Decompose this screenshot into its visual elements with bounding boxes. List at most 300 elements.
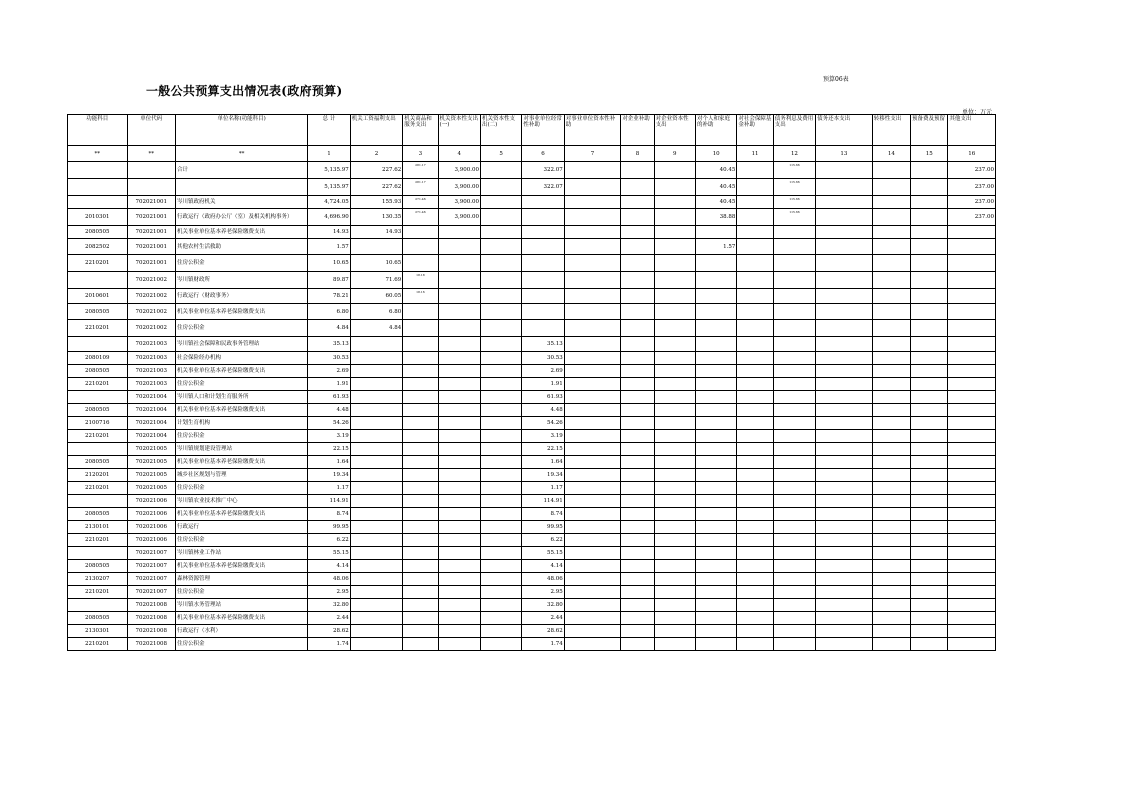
table-cell [816,573,873,586]
table-cell [696,320,737,337]
table-cell [403,469,438,482]
table-cell: 1.91 [522,378,564,391]
table-cell: 2210201 [68,586,128,599]
table-row [68,456,996,469]
table-cell: 271.46 [403,209,438,226]
table-cell [564,226,621,239]
table-cell [564,625,621,638]
table-cell [911,430,948,443]
table-cell [564,255,621,272]
table-cell: 2130101 [68,521,128,534]
table-cell [696,378,737,391]
table-cell [654,239,695,255]
table-cell [773,320,815,337]
table-cell [621,573,654,586]
table-cell [403,482,438,495]
table-row [68,430,996,443]
table-cell [872,209,910,226]
index-cell: 6 [522,146,564,162]
column-header: 转移性支出 [872,115,910,146]
table-cell: 住房公积金 [176,430,308,443]
table-cell [403,534,438,547]
table-cell [816,495,873,508]
table-cell [403,625,438,638]
table-cell: 2080505 [68,612,128,625]
table-cell [816,443,873,456]
table-cell [438,508,480,521]
table-cell [654,162,695,179]
table-cell [480,469,521,482]
table-cell: 2010601 [68,289,128,304]
table-cell [480,586,521,599]
table-cell [480,209,521,226]
table-row [68,304,996,320]
table-cell [480,239,521,255]
table-cell [773,495,815,508]
table-cell [654,443,695,456]
table-cell [438,430,480,443]
table-row [68,352,996,365]
table-cell: 702021003 [127,378,175,391]
table-cell [564,573,621,586]
table-cell [564,547,621,560]
table-row [68,378,996,391]
table-cell [872,469,910,482]
table-cell: 38.88 [696,209,737,226]
table-cell [621,495,654,508]
table-cell [438,482,480,495]
table-cell [621,560,654,573]
table-cell: 住房公积金 [176,378,308,391]
table-cell [816,404,873,417]
table-cell [773,573,815,586]
table-row [68,209,996,226]
table-cell [948,289,996,304]
table-cell [872,443,910,456]
table-cell: 54.26 [308,417,350,430]
table-cell [773,638,815,651]
table-cell [68,599,128,612]
column-header: 对事业单位资本性补助 [564,115,621,146]
table-cell [654,586,695,599]
table-cell [621,430,654,443]
table-cell [737,255,773,272]
table-cell [737,469,773,482]
table-cell [480,378,521,391]
table-cell: 2080505 [68,508,128,521]
table-cell [872,612,910,625]
table-cell [438,255,480,272]
column-header: 功能科目 [68,115,128,146]
table-cell [68,495,128,508]
table-cell [737,430,773,443]
table-cell [696,534,737,547]
table-cell [872,352,910,365]
table-cell [654,560,695,573]
column-header: 对社会保障基金补助 [737,115,773,146]
table-cell [948,417,996,430]
table-cell [948,599,996,612]
table-cell [872,320,910,337]
table-cell [773,586,815,599]
table-cell [438,337,480,352]
table-cell: 4,724.05 [308,196,350,209]
table-cell: 3,900.00 [438,162,480,179]
table-cell [621,391,654,404]
index-cell: 13 [816,146,873,162]
table-cell: 森林资源管理 [176,573,308,586]
table-cell: 702021001 [127,226,175,239]
table-cell [654,289,695,304]
table-cell [948,456,996,469]
table-cell: 32.80 [522,599,564,612]
table-cell [350,560,403,573]
index-cell: ** [176,146,308,162]
table-cell [403,495,438,508]
table-cell [816,521,873,534]
table-cell [696,638,737,651]
table-cell: 6.80 [308,304,350,320]
table-cell [872,162,910,179]
table-cell [403,560,438,573]
table-cell [737,638,773,651]
table-cell [480,573,521,586]
table-cell [522,304,564,320]
table-cell [872,482,910,495]
table-cell: 702021001 [127,196,175,209]
table-cell: 其他农村生活救助 [176,239,308,255]
table-cell [564,179,621,196]
table-cell [911,612,948,625]
table-cell [737,196,773,209]
table-cell [522,209,564,226]
table-cell [480,320,521,337]
table-cell: 702021005 [127,469,175,482]
table-cell: 281.17 [403,179,438,196]
table-cell [872,391,910,404]
table-row [68,599,996,612]
table-row [68,508,996,521]
table-cell [911,352,948,365]
table-cell [872,573,910,586]
table-cell: 1.17 [308,482,350,495]
table-cell [737,337,773,352]
table-cell [737,560,773,573]
table-cell [911,226,948,239]
table-cell [480,625,521,638]
table-cell: 8.74 [308,508,350,521]
table-cell [737,352,773,365]
table-cell [816,534,873,547]
table-cell [911,209,948,226]
column-header: 对企业资本性支出 [654,115,695,146]
table-row [68,495,996,508]
table-cell: 2010301 [68,209,128,226]
table-cell [773,521,815,534]
table-cell [438,521,480,534]
table-cell [564,365,621,378]
table-cell: 18.16 [403,289,438,304]
table-cell: 住房公积金 [176,320,308,337]
table-cell: 40.45 [696,179,737,196]
table-cell [911,534,948,547]
table-cell [480,482,521,495]
table-cell [654,638,695,651]
table-cell: 702021004 [127,417,175,430]
table-cell [480,337,521,352]
table-cell [872,638,910,651]
table-cell: 行政运行（政府办公厅（室）及相关机构事务） [176,209,308,226]
table-cell: 2210201 [68,320,128,337]
index-cell: 14 [872,146,910,162]
table-cell [350,430,403,443]
table-cell: 702021002 [127,304,175,320]
table-cell: 2080505 [68,404,128,417]
table-cell [480,365,521,378]
table-cell: 702021004 [127,430,175,443]
table-cell [816,337,873,352]
table-cell [654,612,695,625]
table-cell [654,352,695,365]
table-cell: 1.74 [308,638,350,651]
table-cell [816,456,873,469]
table-cell [654,209,695,226]
table-cell: 155.93 [350,196,403,209]
table-cell [621,365,654,378]
table-row [68,179,996,196]
table-cell [872,179,910,196]
table-cell [654,196,695,209]
table-cell: 702021006 [127,521,175,534]
table-cell [621,547,654,560]
table-cell [911,521,948,534]
table-cell [564,482,621,495]
table-cell: 5,135.97 [308,162,350,179]
table-cell [737,599,773,612]
table-row [68,391,996,404]
table-cell [911,495,948,508]
table-cell [654,255,695,272]
table-cell [68,443,128,456]
table-cell [948,404,996,417]
table-row [68,239,996,255]
table-cell [696,508,737,521]
index-row [68,146,996,162]
table-cell [911,272,948,289]
table-cell [350,521,403,534]
table-cell [737,378,773,391]
table-cell [438,638,480,651]
table-cell: 岑川镇水务管理站 [176,599,308,612]
table-cell [438,534,480,547]
table-cell [350,443,403,456]
table-cell [403,573,438,586]
table-cell: 702021007 [127,560,175,573]
table-cell [696,612,737,625]
table-cell [480,391,521,404]
table-cell: 住房公积金 [176,534,308,547]
table-cell [696,337,737,352]
table-cell [350,482,403,495]
table-cell: 702021006 [127,495,175,508]
table-cell: 18.18 [403,272,438,289]
table-cell: 岑川镇政府机关 [176,196,308,209]
table-cell: 6.22 [308,534,350,547]
table-cell [737,417,773,430]
table-cell [564,599,621,612]
table-cell [403,599,438,612]
table-cell [773,404,815,417]
table-cell [948,378,996,391]
table-cell [948,337,996,352]
table-cell [68,272,128,289]
table-cell [654,456,695,469]
table-cell [480,521,521,534]
table-cell: 702021002 [127,289,175,304]
table-cell: 702021003 [127,352,175,365]
table-cell [872,272,910,289]
table-cell: 702021008 [127,612,175,625]
table-cell [522,289,564,304]
table-row [68,404,996,417]
table-cell: 1.57 [308,239,350,255]
table-cell [438,612,480,625]
table-cell [773,337,815,352]
table-cell: 78.21 [308,289,350,304]
table-cell: 3,900.00 [438,196,480,209]
table-cell: 2.95 [308,586,350,599]
column-header: 机关资本性支出(二) [480,115,521,146]
table-cell: 住房公积金 [176,255,308,272]
table-cell: 1.64 [308,456,350,469]
table-cell [438,391,480,404]
table-cell: 机关事业单位基本养老保险缴费支出 [176,560,308,573]
table-cell [773,560,815,573]
table-cell [872,404,910,417]
table-cell: 2210201 [68,255,128,272]
table-cell [564,196,621,209]
table-cell: 4.84 [350,320,403,337]
table-row [68,625,996,638]
table-cell [403,612,438,625]
table-cell [480,547,521,560]
table-cell [737,162,773,179]
table-cell [911,547,948,560]
table-cell [621,304,654,320]
table-cell [872,495,910,508]
table-cell [816,417,873,430]
table-cell [911,573,948,586]
table-cell: 岑川镇人口和计划生育服务所 [176,391,308,404]
table-cell: 2130301 [68,625,128,638]
table-cell: 机关事业单位基本养老保险缴费支出 [176,508,308,521]
table-cell: 2080505 [68,365,128,378]
table-cell [737,365,773,378]
table-cell: 4.48 [308,404,350,417]
table-cell [816,430,873,443]
table-cell [737,456,773,469]
table-cell [68,547,128,560]
table-cell [127,162,175,179]
table-cell: 3.19 [308,430,350,443]
index-cell: 11 [737,146,773,162]
table-cell [621,162,654,179]
table-cell: 702021007 [127,573,175,586]
table-cell [564,495,621,508]
index-cell: 7 [564,146,621,162]
column-header: 机关资本性支出(一) [438,115,480,146]
table-cell [350,239,403,255]
table-cell [438,417,480,430]
table-cell: 2130207 [68,573,128,586]
table-cell: 702021005 [127,456,175,469]
table-cell: 281.17 [403,162,438,179]
table-cell [480,404,521,417]
table-cell [480,430,521,443]
table-cell: 22.15 [522,443,564,456]
table-cell [773,391,815,404]
table-cell [176,179,308,196]
table-cell: 28.62 [522,625,564,638]
table-cell: 702021004 [127,404,175,417]
table-cell [816,226,873,239]
table-cell [816,599,873,612]
table-cell [911,255,948,272]
table-cell [480,443,521,456]
table-cell [872,365,910,378]
table-cell [480,417,521,430]
table-cell [654,573,695,586]
table-cell [948,352,996,365]
table-cell [564,272,621,289]
table-cell: 114.91 [522,495,564,508]
table-cell: 2.69 [522,365,564,378]
table-cell [948,521,996,534]
table-cell: 2120201 [68,469,128,482]
table-row [68,469,996,482]
table-cell [737,304,773,320]
column-header: 债务还本支出 [816,115,873,146]
table-cell: 岑川镇农业技术推广中心 [176,495,308,508]
table-cell [948,272,996,289]
table-cell [872,378,910,391]
table-cell: 4,696.90 [308,209,350,226]
table-cell [696,482,737,495]
table-cell [403,508,438,521]
table-cell [621,625,654,638]
table-cell [737,391,773,404]
table-cell [621,352,654,365]
table-cell [773,469,815,482]
table-cell [438,378,480,391]
table-cell [911,560,948,573]
table-cell [350,534,403,547]
table-cell: 55.15 [308,547,350,560]
table-cell [564,391,621,404]
table-cell [911,337,948,352]
table-cell [773,456,815,469]
index-cell: ** [127,146,175,162]
table-cell [564,162,621,179]
table-cell [621,196,654,209]
table-cell [350,573,403,586]
column-header: 单位代码 [127,115,175,146]
table-cell: 2080505 [68,560,128,573]
table-cell [696,547,737,560]
table-cell: 702021001 [127,239,175,255]
index-cell: 1 [308,146,350,162]
table-cell [696,560,737,573]
